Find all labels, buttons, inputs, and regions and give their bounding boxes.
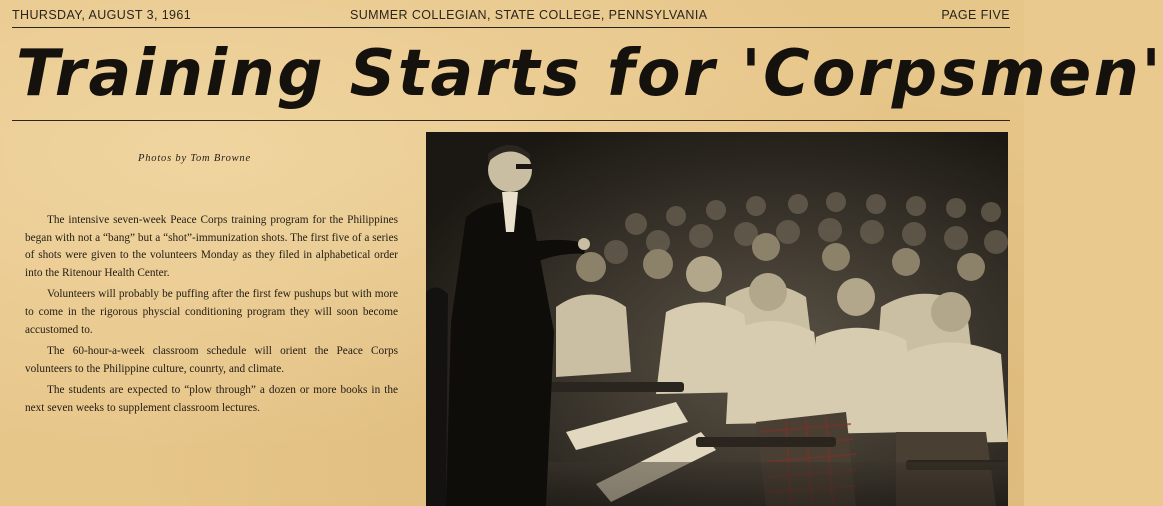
photo-credit: Photos by Tom Browne <box>138 153 251 164</box>
article-paragraph: Volunteers will probably be puffing after the first few pushups but with more to come in the rigorous physcial conditioning program they will soon become accustomed to. <box>25 288 398 336</box>
article-body <box>25 212 398 422</box>
classroom-photo <box>426 132 1008 506</box>
classroom-photo-illustration <box>426 132 1008 506</box>
headline: Training Starts for 'Corpsmen' <box>16 37 1163 111</box>
folio-divider <box>12 27 1010 28</box>
page-folio <box>12 8 1010 26</box>
headline-divider <box>12 120 1010 121</box>
issue-date: THURSDAY, AUGUST 3, 1961 <box>12 8 192 22</box>
page-number: PAGE FIVE <box>941 8 1010 22</box>
newspaper-name: SUMMER COLLEGIAN, STATE COLLEGE, PENNSYLVANIA <box>350 8 708 22</box>
article-paragraph: The intensive seven-week Peace Corps training program for the Philippines began with not a “bang” but a “shot”-immunization shots. The first five of a series of shots were given to the volunteers Monday as they filed in alphabetical order into the Ritenour Health Center. <box>25 214 398 279</box>
article-paragraph: The students are expected to “plow through” a dozen or more books in the next seven weeks to supplement classroom lectures. <box>25 384 398 414</box>
article-paragraph: The 60-hour-a-week classroom schedule will orient the Peace Corps volunteers to the Philippine culture, counrty, and climate. <box>25 345 398 375</box>
